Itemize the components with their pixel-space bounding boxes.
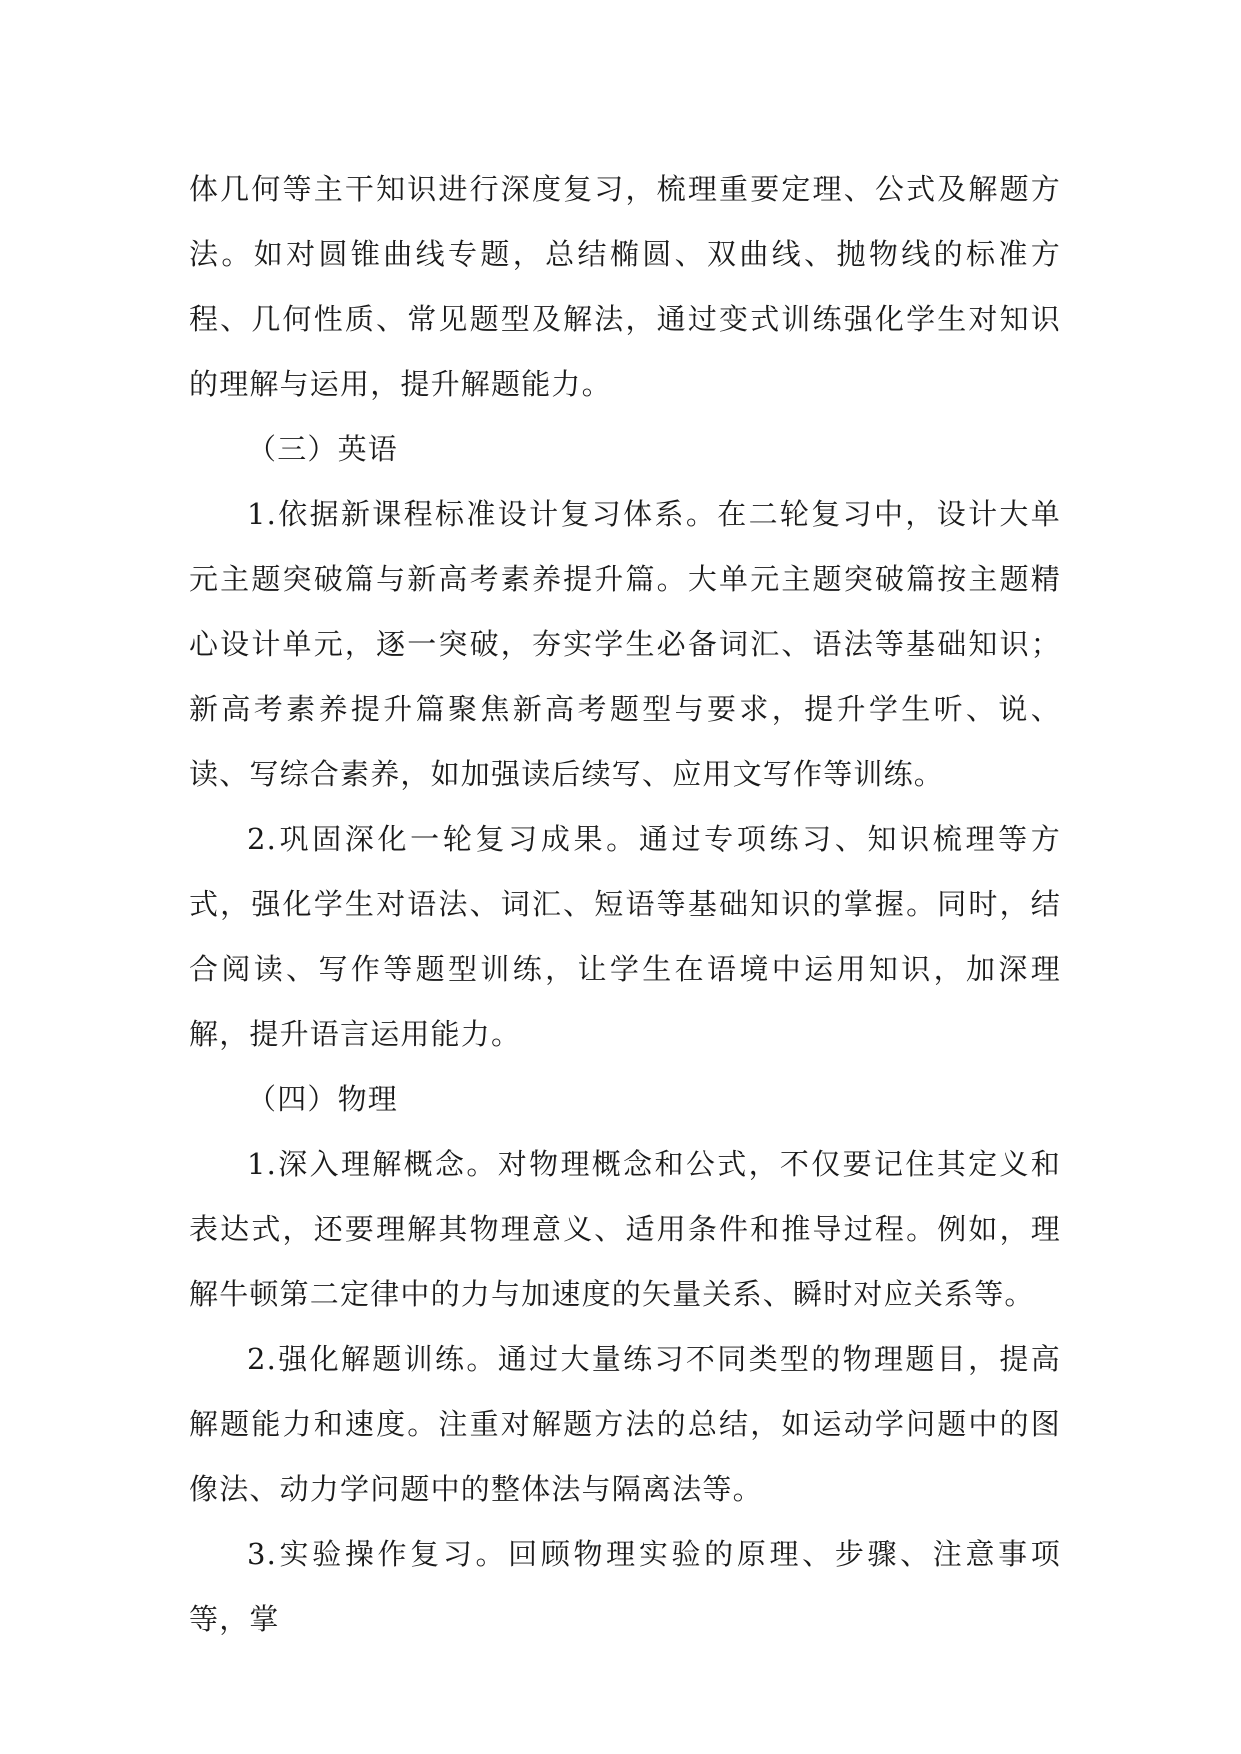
paragraph-english-item-1: 1.依据新课程标准设计复习体系。在二轮复习中，设计大单元主题突破篇与新高考素养提升篇。大单元主题突破篇按主题精心设计单元，逐一突破，夯实学生必备词汇、语法等基础知识；新高考素养提升篇聚焦新高考题型与要求，提升学生听、说、读、写综合素养，如加强读后续写、应用文写作等训练。 [189, 497, 1061, 791]
section-heading-english: （三）英语 [247, 432, 399, 466]
section-heading-physics: （四）物理 [247, 1082, 399, 1116]
document-body [189, 157, 1061, 1652]
paragraph-physics-item-1: 1.深入理解概念。对物理概念和公式，不仅要记住其定义和表达式，还要理解其物理意义、适用条件和推导过程。例如，理解牛顿第二定律中的力与加速度的矢量关系、瞬时对应关系等。 [189, 1147, 1061, 1311]
paragraph-physics-item-2: 2.强化解题训练。通过大量练习不同类型的物理题目，提高解题能力和速度。注重对解题方法的总结，如运动学问题中的图像法、动力学问题中的整体法与隔离法等。 [189, 1342, 1061, 1506]
paragraph-physics-item-3: 3.实验操作复习。回顾物理实验的原理、步骤、注意事项等，掌 [189, 1537, 1061, 1636]
paragraph-english-item-2: 2.巩固深化一轮复习成果。通过专项练习、知识梳理等方式，强化学生对语法、词汇、短语等基础知识的掌握。同时，结合阅读、写作等题型训练，让学生在语境中运用知识，加深理解，提升语言运用能力。 [189, 822, 1061, 1051]
paragraph-math-review-continued: 体几何等主干知识进行深度复习，梳理重要定理、公式及解题方法。如对圆锥曲线专题，总结椭圆、双曲线、抛物线的标准方程、几何性质、常见题型及解法，通过变式训练强化学生对知识的理解与运用，提升解题能力。 [189, 172, 1061, 401]
